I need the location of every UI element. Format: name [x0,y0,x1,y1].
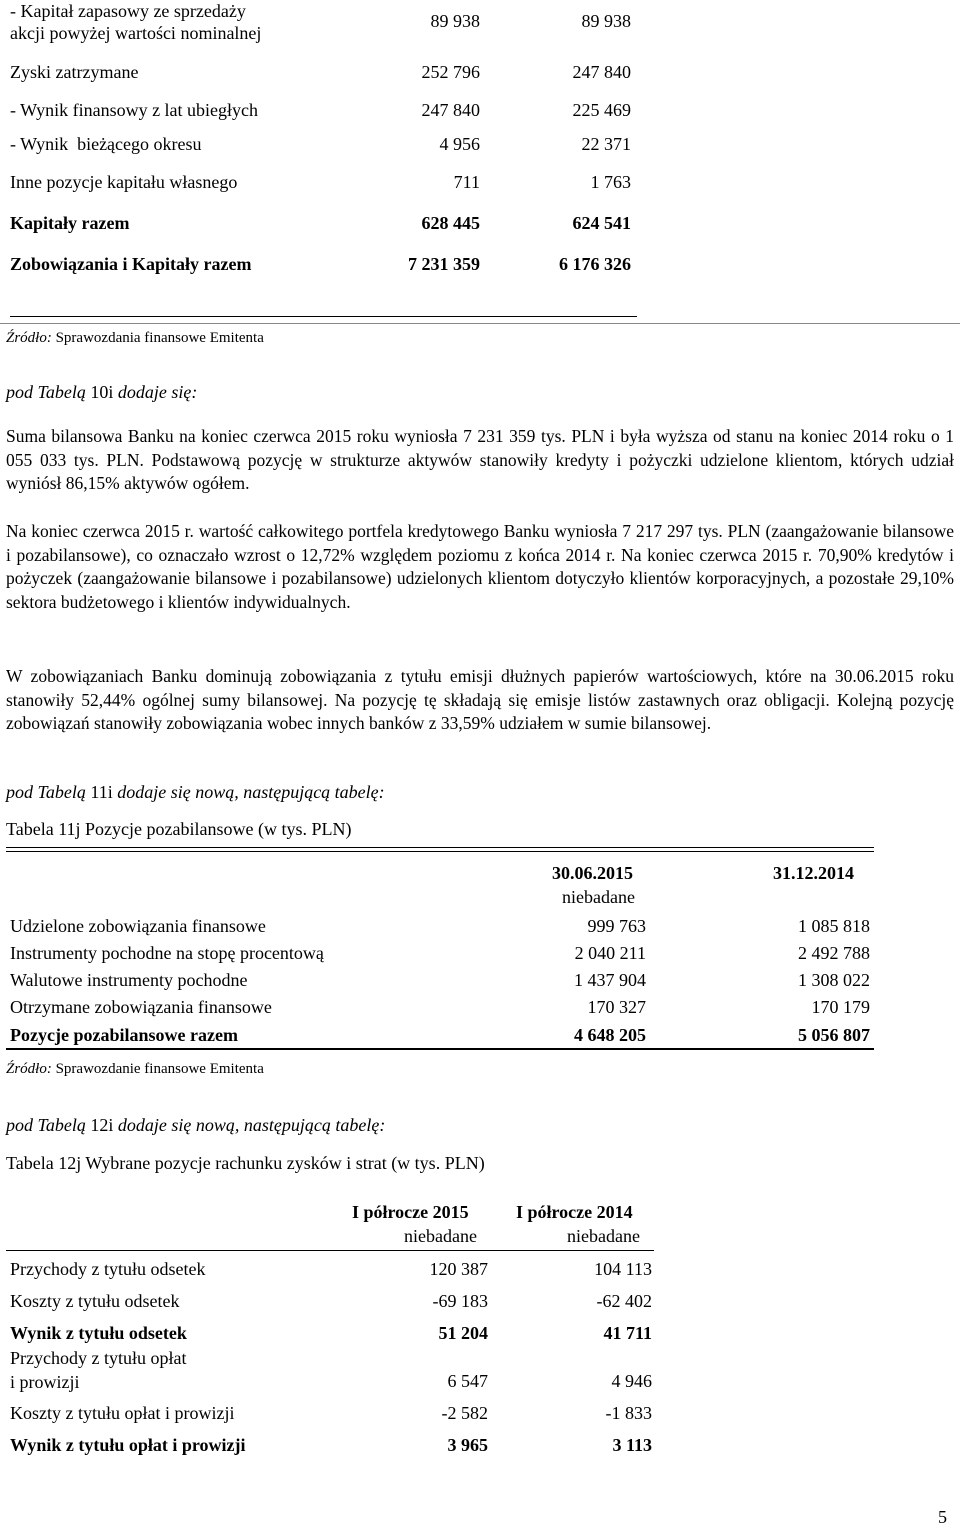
value-2015: -2 582 [441,1403,488,1423]
balance-row-total [10,212,640,238]
balance-row-label: Inne pozycje kapitału własnego [10,172,238,192]
paragraph: Suma bilansowa Banku na koniec czerwca 2015 roku wyniosła 7 231 359 tys. PLN i była wyższa od stanu na koniec 2014 roku o 1 055 033 tys. PLN. Podstawową pozycję w strukturze aktywów stanowiły kredyty i pożyczki udzielone klientom, których udział wyniósł 86,15% aktywów ogółem. [6,426,954,493]
value-2015: 120 387 [429,1259,488,1279]
table-row [10,942,870,968]
balance-value-2015: 247 840 [421,100,480,120]
divider [0,323,960,324]
value-2015: 4 648 205 [574,1025,646,1045]
value-2015: 51 204 [438,1323,488,1343]
value-2014: 4 946 [611,1371,652,1391]
balance-value-2015: 628 445 [421,213,480,233]
table-top-rule [6,847,874,848]
balance-row [10,61,640,87]
value-2014: 104 113 [594,1259,652,1279]
column-subheader: niebadane [404,1226,477,1246]
row-label: Walutowe instrumenty pochodne [10,970,248,990]
amendment-note: pod Tabelą 10i dodaje się: [6,382,198,402]
value-2015: 3 965 [447,1435,488,1455]
amendment-note: pod Tabelą 12i dodaje się nową, następującą tabelę: [6,1115,386,1135]
column-header: 30.06.2015 [552,863,633,883]
balance-row-label: - Wynik finansowy z lat ubiegłych [10,100,259,120]
column-header: I półrocze 2015 [352,1202,469,1222]
balance-value-2015: 7 231 359 [408,254,480,274]
row-label: Pozycje pozabilansowe razem [10,1025,238,1045]
balance-value-2014: 1 763 [590,172,631,192]
value-2015: 2 040 211 [574,943,646,963]
value-2014: 41 711 [603,1323,652,1343]
value-2015: -69 183 [432,1291,488,1311]
table-title: Tabela 11j Pozycje pozabilansowe (w tys. PLN) [6,819,352,839]
balance-value-2015: 711 [453,172,480,192]
table-row [10,1346,652,1396]
column-subheader: niebadane [567,1226,640,1246]
column-header: I półrocze 2014 [516,1202,633,1222]
balance-row-label: Zyski zatrzymane [10,62,139,82]
amendment-note: pod Tabelą 11i dodaje się nową, następującą tabelę: [6,782,385,802]
value-2014: -1 833 [605,1403,652,1423]
balance-row-label: Kapitały razem [10,213,130,233]
value-2014: 3 113 [612,1435,652,1455]
balance-row [10,133,640,159]
table-row-total [10,1322,652,1348]
balance-value-2015: 89 938 [430,11,480,31]
page-number: 5 [938,1507,947,1527]
row-label: Przychody z tytułu odsetek [10,1259,206,1279]
row-label: Otrzymane zobowiązania finansowe [10,997,272,1017]
source-note [6,329,264,349]
value-2015: 170 327 [587,997,646,1017]
source-note: Źródło: Sprawozdanie finansowe Emitenta [6,1061,264,1077]
source-text: Sprawozdania finansowe Emitenta [51,330,264,346]
value-2015: 999 763 [587,916,646,936]
balance-value-2014: 247 840 [572,62,631,82]
value-2015: 1 437 904 [574,970,646,990]
row-label: Wynik z tytułu odsetek [10,1323,187,1343]
value-2014: 1 085 818 [798,916,870,936]
balance-row-label: Zobowiązania i Kapitały razem [10,254,252,274]
balance-value-2014: 22 371 [581,134,631,154]
table-row-total [10,1434,652,1460]
table-row [10,1258,652,1284]
table-title: Tabela 12j Wybrane pozycje rachunku zysków i strat (w tys. PLN) [6,1153,485,1173]
balance-value-2014: 89 938 [581,11,631,31]
balance-value-2014: 624 541 [572,213,631,233]
table-row [10,1290,652,1316]
value-2014: 5 056 807 [798,1025,870,1045]
balance-row-label [10,0,261,44]
row-label: Przychody z tytułu opłat i prowizji [10,1348,187,1392]
balance-value-2014: 6 176 326 [559,254,631,274]
table-end-rule [10,316,637,317]
source-prefix: Źródło: [6,330,52,346]
balance-row [10,0,640,48]
row-label: Koszty z tytułu odsetek [10,1291,180,1311]
table-row [10,969,870,995]
column-header: 31.12.2014 [773,863,854,883]
balance-value-2015: 4 956 [439,134,480,154]
table-row [10,915,870,941]
balance-row-label: - Wynik bieżącego okresu [10,134,202,154]
table-top-rule [6,851,874,852]
balance-row-total [10,253,640,279]
table-row [10,996,870,1022]
table-row [10,1402,652,1428]
row-label: Udzielone zobowiązania finansowe [10,916,266,936]
row-label: Wynik z tytułu opłat i prowizji [10,1435,246,1455]
value-2014: 170 179 [811,997,870,1017]
paragraph: Na koniec czerwca 2015 r. wartość całkowitego portfela kredytowego Banku wyniosła 7 217 297 tys. PLN (zaangażowanie bilansowe i pozabilansowe), co oznaczało wzrost o 12,72% względem poziomu z końca 2014 r. Na koniec czerwca 2015 r. 70,90% kredytów i pożyczek (zaangażowanie bilansowe i pozabilansowe) udzielonych klientom dotyczyło klientów korporacyjnych, a pozostałe 29,10% sektora budżetowego i klientów indywidualnych. [6,521,954,612]
value-2014: 2 492 788 [798,943,870,963]
balance-row-label-line: akcji powyżej wartości nominalnej [10,23,262,43]
balance-value-2015: 252 796 [421,62,480,82]
value-2015: 6 547 [447,1371,488,1391]
table-header-rule [6,1250,654,1251]
balance-row-label-line: - Kapitał zapasowy ze sprzedaży [10,1,246,21]
column-subheader: niebadane [562,887,635,907]
row-label: Koszty z tytułu opłat i prowizji [10,1403,235,1423]
row-label: Instrumenty pochodne na stopę procentową [10,943,324,963]
table-bottom-rule [6,1048,874,1050]
paragraph: W zobowiązaniach Banku dominują zobowiązania z tytułu emisji dłużnych papierów wartościowych, które na 30.06.2015 roku stanowiły 52,44% ogólnej sumy bilansowej. Na pozycję tę składają się emisje listów zastawnych oraz obligacji. Kolejną pozycję zobowiązań stanowiły zobowiązania wobec innych banków z 33,59% udziałem w sumie bilansowej. [6,666,954,733]
balance-value-2014: 225 469 [572,100,631,120]
table-row-total [10,1024,870,1050]
value-2014: 1 308 022 [798,970,870,990]
balance-row [10,99,640,125]
value-2014: -62 402 [596,1291,652,1311]
balance-row [10,171,640,197]
